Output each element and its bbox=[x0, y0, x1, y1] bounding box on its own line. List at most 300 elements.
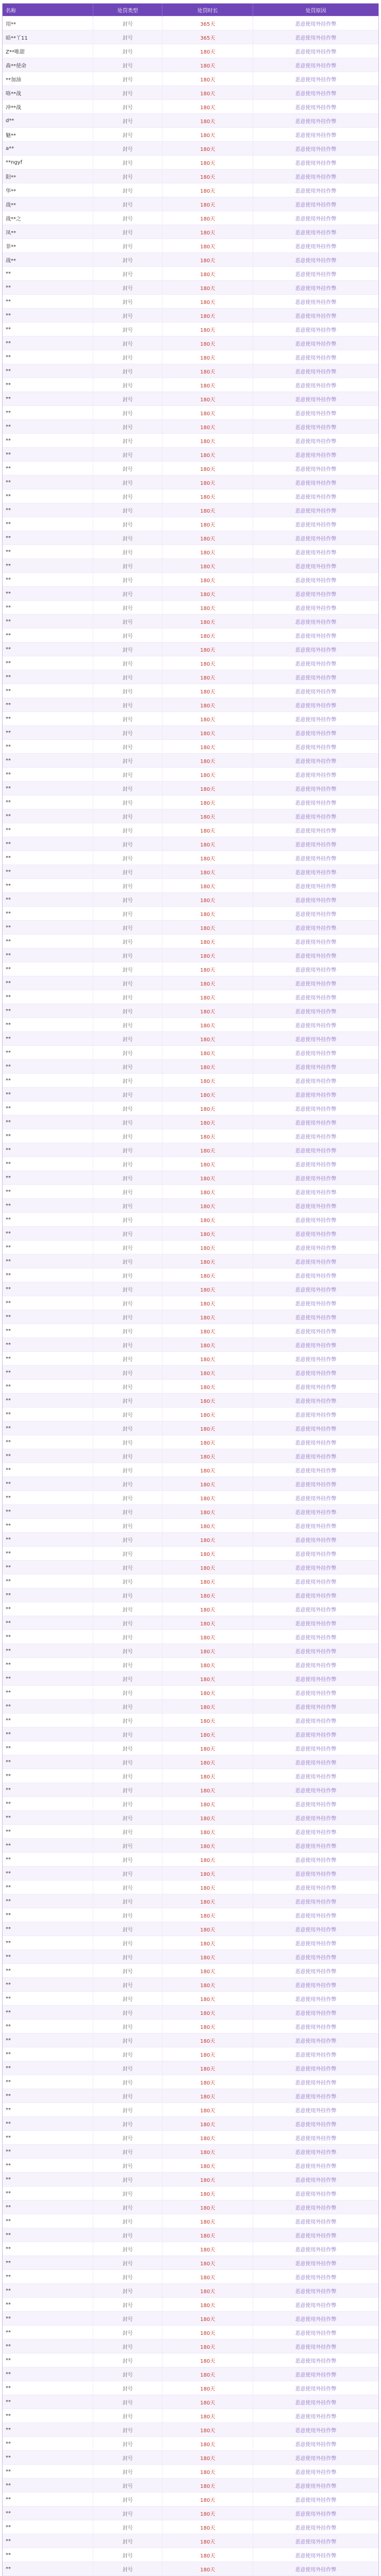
cell-penalty-duration: 180天 bbox=[162, 531, 253, 545]
table-row bbox=[3, 1839, 378, 1853]
table-row bbox=[3, 684, 378, 698]
cell-penalty-duration: 180天 bbox=[162, 1978, 253, 1992]
cell-penalty-duration: 180天 bbox=[162, 809, 253, 823]
cell-player-name: ** bbox=[3, 656, 93, 670]
cell-penalty-duration: 180天 bbox=[162, 1644, 253, 1658]
cell-player-name: ** bbox=[3, 1352, 93, 1366]
table-row bbox=[3, 2423, 378, 2437]
cell-penalty-type: 封号 bbox=[93, 1547, 162, 1561]
table-row bbox=[3, 545, 378, 559]
table-row bbox=[3, 1574, 378, 1588]
cell-penalty-reason: 恶意使用外挂作弊 bbox=[253, 1324, 378, 1338]
cell-penalty-type: 封号 bbox=[93, 1727, 162, 1741]
cell-penalty-duration: 180天 bbox=[162, 2187, 253, 2200]
cell-penalty-type: 封号 bbox=[93, 2534, 162, 2548]
cell-penalty-type: 封号 bbox=[93, 1032, 162, 1046]
cell-player-name: ** bbox=[3, 1533, 93, 1547]
cell-player-name: ** bbox=[3, 2437, 93, 2451]
cell-player-name: ** bbox=[3, 1616, 93, 1630]
table-row bbox=[3, 2465, 378, 2479]
cell-penalty-type: 封号 bbox=[93, 1839, 162, 1853]
cell-player-name: 森**使命 bbox=[3, 58, 93, 72]
cell-penalty-reason: 恶意使用外挂作弊 bbox=[253, 2520, 378, 2534]
cell-player-name: ** bbox=[3, 670, 93, 684]
table-row bbox=[3, 1324, 378, 1338]
cell-penalty-duration: 180天 bbox=[162, 2145, 253, 2159]
table-row bbox=[3, 2089, 378, 2103]
table-row bbox=[3, 1394, 378, 1408]
cell-penalty-type: 封号 bbox=[93, 837, 162, 851]
cell-penalty-duration: 180天 bbox=[162, 740, 253, 754]
cell-penalty-reason: 恶意使用外挂作弊 bbox=[253, 1088, 378, 1101]
cell-player-name: ** bbox=[3, 2131, 93, 2145]
cell-penalty-reason: 恶意使用外挂作弊 bbox=[253, 1574, 378, 1588]
cell-penalty-duration: 180天 bbox=[162, 907, 253, 921]
table-row bbox=[3, 1421, 378, 1435]
cell-penalty-type: 封号 bbox=[93, 1394, 162, 1408]
cell-penalty-reason: 恶意使用外挂作弊 bbox=[253, 462, 378, 476]
cell-player-name: ** bbox=[3, 2493, 93, 2506]
cell-penalty-reason: 恶意使用外挂作弊 bbox=[253, 1672, 378, 1686]
table-row bbox=[3, 476, 378, 489]
cell-penalty-duration: 180天 bbox=[162, 990, 253, 1004]
cell-penalty-reason: 恶意使用外挂作弊 bbox=[253, 1435, 378, 1449]
cell-penalty-duration: 180天 bbox=[162, 2340, 253, 2353]
table-row bbox=[3, 1519, 378, 1533]
cell-penalty-reason: 恶意使用外挂作弊 bbox=[253, 921, 378, 935]
table-row bbox=[3, 1227, 378, 1241]
cell-penalty-duration: 180天 bbox=[162, 1797, 253, 1811]
cell-penalty-reason: 恶意使用外挂作弊 bbox=[253, 1213, 378, 1227]
table-row bbox=[3, 935, 378, 948]
cell-penalty-type: 封号 bbox=[93, 1561, 162, 1574]
table-row bbox=[3, 16, 378, 30]
cell-penalty-duration: 180天 bbox=[162, 420, 253, 434]
table-row bbox=[3, 1143, 378, 1157]
cell-player-name: ** bbox=[3, 1408, 93, 1421]
table-row bbox=[3, 1894, 378, 1908]
cell-player-name: ** bbox=[3, 1018, 93, 1032]
table-row bbox=[3, 1992, 378, 2006]
cell-penalty-type: 封号 bbox=[93, 406, 162, 420]
cell-penalty-duration: 180天 bbox=[162, 378, 253, 392]
cell-penalty-duration: 180天 bbox=[162, 2020, 253, 2033]
ban-list-table-container bbox=[2, 3, 379, 2576]
cell-penalty-type: 封号 bbox=[93, 2340, 162, 2353]
table-row bbox=[3, 1171, 378, 1185]
table-row bbox=[3, 712, 378, 726]
table-row bbox=[3, 2061, 378, 2075]
cell-penalty-reason: 恶意使用外挂作弊 bbox=[253, 2340, 378, 2353]
table-row bbox=[3, 990, 378, 1004]
cell-penalty-reason: 恶意使用外挂作弊 bbox=[253, 1978, 378, 1992]
cell-penalty-duration: 180天 bbox=[162, 976, 253, 990]
cell-player-name: ** bbox=[3, 1686, 93, 1700]
cell-penalty-reason: 恶意使用外挂作弊 bbox=[253, 1950, 378, 1964]
cell-penalty-duration: 180天 bbox=[162, 183, 253, 197]
cell-penalty-reason: 恶意使用外挂作弊 bbox=[253, 72, 378, 86]
cell-penalty-reason: 恶意使用外挂作弊 bbox=[253, 1755, 378, 1769]
cell-penalty-duration: 180天 bbox=[162, 2312, 253, 2326]
cell-player-name: ** bbox=[3, 1978, 93, 1992]
cell-penalty-type: 封号 bbox=[93, 1992, 162, 2006]
cell-penalty-duration: 180天 bbox=[162, 1463, 253, 1477]
table-row bbox=[3, 239, 378, 253]
cell-penalty-reason: 恶意使用外挂作弊 bbox=[253, 782, 378, 795]
cell-player-name: ** bbox=[3, 1588, 93, 1602]
table-row bbox=[3, 962, 378, 976]
cell-player-name: ** bbox=[3, 2340, 93, 2353]
cell-penalty-type: 封号 bbox=[93, 1714, 162, 1727]
cell-player-name: ** bbox=[3, 1574, 93, 1588]
cell-penalty-reason: 恶意使用外挂作弊 bbox=[253, 406, 378, 420]
cell-player-name: ** bbox=[3, 684, 93, 698]
cell-penalty-duration: 180天 bbox=[162, 462, 253, 476]
cell-penalty-duration: 180天 bbox=[162, 712, 253, 726]
cell-player-name: ** bbox=[3, 1338, 93, 1352]
table-row bbox=[3, 1950, 378, 1964]
cell-penalty-reason: 恶意使用外挂作弊 bbox=[253, 2298, 378, 2312]
cell-penalty-duration: 180天 bbox=[162, 1950, 253, 1964]
cell-penalty-duration: 180天 bbox=[162, 1004, 253, 1018]
cell-player-name: ** bbox=[3, 323, 93, 336]
cell-player-name: 咯**战 bbox=[3, 86, 93, 100]
cell-penalty-duration: 180天 bbox=[162, 1700, 253, 1714]
cell-player-name: ** bbox=[3, 2061, 93, 2075]
table-row bbox=[3, 1908, 378, 1922]
cell-penalty-duration: 180天 bbox=[162, 2131, 253, 2145]
cell-penalty-reason: 恶意使用外挂作弊 bbox=[253, 2270, 378, 2284]
table-row bbox=[3, 629, 378, 642]
cell-player-name: ** bbox=[3, 1213, 93, 1227]
cell-penalty-duration: 180天 bbox=[162, 1296, 253, 1310]
table-row bbox=[3, 253, 378, 267]
table-row bbox=[3, 364, 378, 378]
cell-penalty-duration: 180天 bbox=[162, 962, 253, 976]
cell-penalty-type: 封号 bbox=[93, 1213, 162, 1227]
cell-penalty-duration: 180天 bbox=[162, 2173, 253, 2187]
cell-penalty-type: 封号 bbox=[93, 2381, 162, 2395]
cell-penalty-reason: 恶意使用外挂作弊 bbox=[253, 935, 378, 948]
cell-penalty-type: 封号 bbox=[93, 865, 162, 879]
cell-player-name: ** bbox=[3, 2395, 93, 2409]
cell-player-name: ** bbox=[3, 1964, 93, 1978]
table-row bbox=[3, 1004, 378, 1018]
cell-penalty-duration: 180天 bbox=[162, 2520, 253, 2534]
cell-penalty-reason: 恶意使用外挂作弊 bbox=[253, 2131, 378, 2145]
cell-penalty-duration: 180天 bbox=[162, 2367, 253, 2381]
cell-penalty-duration: 180天 bbox=[162, 1519, 253, 1533]
cell-penalty-reason: 恶意使用外挂作弊 bbox=[253, 1338, 378, 1352]
cell-penalty-duration: 180天 bbox=[162, 225, 253, 239]
cell-penalty-reason: 恶意使用外挂作弊 bbox=[253, 2534, 378, 2548]
cell-penalty-type: 封号 bbox=[93, 1797, 162, 1811]
cell-penalty-duration: 180天 bbox=[162, 823, 253, 837]
cell-penalty-duration: 180天 bbox=[162, 2061, 253, 2075]
cell-penalty-duration: 180天 bbox=[162, 698, 253, 712]
cell-penalty-reason: 恶意使用外挂作弊 bbox=[253, 684, 378, 698]
cell-player-name: ** bbox=[3, 1241, 93, 1255]
table-row bbox=[3, 726, 378, 740]
cell-penalty-type: 封号 bbox=[93, 1018, 162, 1032]
cell-penalty-type: 封号 bbox=[93, 2173, 162, 2187]
cell-player-name: ** bbox=[3, 2298, 93, 2312]
cell-penalty-type: 封号 bbox=[93, 72, 162, 86]
cell-player-name: ** bbox=[3, 1227, 93, 1241]
cell-penalty-duration: 180天 bbox=[162, 1908, 253, 1922]
table-row bbox=[3, 1811, 378, 1825]
cell-penalty-type: 封号 bbox=[93, 2270, 162, 2284]
cell-penalty-duration: 180天 bbox=[162, 1839, 253, 1853]
cell-player-name: ** bbox=[3, 2353, 93, 2367]
cell-penalty-reason: 恶意使用外挂作弊 bbox=[253, 1115, 378, 1129]
cell-penalty-reason: 恶意使用外挂作弊 bbox=[253, 2200, 378, 2214]
cell-penalty-duration: 180天 bbox=[162, 1352, 253, 1366]
table-row bbox=[3, 2228, 378, 2242]
cell-penalty-reason: 恶意使用外挂作弊 bbox=[253, 531, 378, 545]
table-row bbox=[3, 1880, 378, 1894]
cell-player-name: ** bbox=[3, 642, 93, 656]
cell-penalty-type: 封号 bbox=[93, 1296, 162, 1310]
cell-penalty-duration: 180天 bbox=[162, 573, 253, 587]
cell-penalty-type: 封号 bbox=[93, 1463, 162, 1477]
cell-penalty-type: 封号 bbox=[93, 2187, 162, 2200]
cell-penalty-type: 封号 bbox=[93, 1185, 162, 1199]
cell-penalty-reason: 恶意使用外挂作弊 bbox=[253, 336, 378, 350]
cell-player-name: ** bbox=[3, 2103, 93, 2117]
cell-penalty-duration: 180天 bbox=[162, 1268, 253, 1282]
table-row bbox=[3, 86, 378, 100]
cell-penalty-type: 封号 bbox=[93, 1602, 162, 1616]
cell-penalty-reason: 恶意使用外挂作弊 bbox=[253, 1408, 378, 1421]
table-row bbox=[3, 2367, 378, 2381]
cell-player-name: ** bbox=[3, 1255, 93, 1268]
cell-penalty-reason: 恶意使用外挂作弊 bbox=[253, 2214, 378, 2228]
cell-penalty-reason: 恶意使用外挂作弊 bbox=[253, 1602, 378, 1616]
cell-penalty-duration: 180天 bbox=[162, 2451, 253, 2465]
cell-penalty-reason: 恶意使用外挂作弊 bbox=[253, 183, 378, 197]
cell-player-name: ** bbox=[3, 1115, 93, 1129]
table-row bbox=[3, 100, 378, 114]
cell-player-name: ** bbox=[3, 698, 93, 712]
col-duration-header: 处罚时长 bbox=[162, 4, 253, 16]
cell-penalty-type: 封号 bbox=[93, 1644, 162, 1658]
cell-penalty-duration: 180天 bbox=[162, 2423, 253, 2437]
cell-penalty-reason: 恶意使用外挂作弊 bbox=[253, 1894, 378, 1908]
cell-penalty-reason: 恶意使用外挂作弊 bbox=[253, 2465, 378, 2479]
cell-player-name: ** bbox=[3, 948, 93, 962]
cell-penalty-duration: 180天 bbox=[162, 1992, 253, 2006]
table-row bbox=[3, 2117, 378, 2131]
table-row bbox=[3, 642, 378, 656]
table-row bbox=[3, 2326, 378, 2340]
cell-penalty-duration: 180天 bbox=[162, 1129, 253, 1143]
cell-penalty-type: 封号 bbox=[93, 1060, 162, 1074]
cell-penalty-type: 封号 bbox=[93, 809, 162, 823]
cell-penalty-type: 封号 bbox=[93, 1574, 162, 1588]
cell-player-name: **ngyf bbox=[3, 156, 93, 170]
cell-penalty-type: 封号 bbox=[93, 629, 162, 642]
cell-penalty-reason: 恶意使用外挂作弊 bbox=[253, 962, 378, 976]
cell-penalty-reason: 恶意使用外挂作弊 bbox=[253, 434, 378, 448]
cell-penalty-duration: 180天 bbox=[162, 851, 253, 865]
cell-penalty-reason: 恶意使用外挂作弊 bbox=[253, 1171, 378, 1185]
table-row bbox=[3, 2395, 378, 2409]
cell-player-name: ** bbox=[3, 990, 93, 1004]
cell-penalty-duration: 180天 bbox=[162, 1964, 253, 1978]
cell-player-name: ** bbox=[3, 2214, 93, 2228]
cell-penalty-type: 封号 bbox=[93, 2493, 162, 2506]
cell-player-name: ** bbox=[3, 1463, 93, 1477]
cell-player-name: ** bbox=[3, 489, 93, 503]
cell-penalty-reason: 恶意使用外挂作弊 bbox=[253, 1616, 378, 1630]
cell-penalty-type: 封号 bbox=[93, 656, 162, 670]
cell-player-name: 华** bbox=[3, 183, 93, 197]
cell-penalty-reason: 恶意使用外挂作弊 bbox=[253, 2173, 378, 2187]
cell-penalty-reason: 恶意使用外挂作弊 bbox=[253, 740, 378, 754]
cell-penalty-type: 封号 bbox=[93, 2103, 162, 2117]
table-row bbox=[3, 1561, 378, 1574]
cell-penalty-duration: 180天 bbox=[162, 1032, 253, 1046]
cell-penalty-type: 封号 bbox=[93, 2353, 162, 2367]
cell-penalty-reason: 恶意使用外挂作弊 bbox=[253, 420, 378, 434]
cell-player-name: ** bbox=[3, 517, 93, 531]
cell-penalty-type: 封号 bbox=[93, 517, 162, 531]
cell-penalty-type: 封号 bbox=[93, 2423, 162, 2437]
cell-player-name: ** bbox=[3, 893, 93, 907]
table-row bbox=[3, 2270, 378, 2284]
cell-penalty-duration: 180天 bbox=[162, 1783, 253, 1797]
table-row bbox=[3, 1352, 378, 1366]
cell-penalty-reason: 恶意使用外挂作弊 bbox=[253, 809, 378, 823]
cell-penalty-type: 封号 bbox=[93, 503, 162, 517]
cell-penalty-type: 封号 bbox=[93, 1908, 162, 1922]
cell-penalty-reason: 恶意使用外挂作弊 bbox=[253, 1101, 378, 1115]
cell-penalty-duration: 180天 bbox=[162, 1310, 253, 1324]
cell-penalty-duration: 180天 bbox=[162, 2075, 253, 2089]
cell-penalty-reason: 恶意使用外挂作弊 bbox=[253, 1769, 378, 1783]
cell-player-name: ** bbox=[3, 1157, 93, 1171]
cell-penalty-duration: 365天 bbox=[162, 16, 253, 30]
cell-penalty-duration: 180天 bbox=[162, 100, 253, 114]
cell-penalty-type: 封号 bbox=[93, 1880, 162, 1894]
cell-penalty-type: 封号 bbox=[93, 1936, 162, 1950]
cell-penalty-duration: 180天 bbox=[162, 2200, 253, 2214]
cell-player-name: ** bbox=[3, 364, 93, 378]
cell-penalty-reason: 恶意使用外挂作弊 bbox=[253, 448, 378, 462]
table-row bbox=[3, 489, 378, 503]
cell-player-name: 战** bbox=[3, 253, 93, 267]
cell-player-name: ** bbox=[3, 1074, 93, 1088]
cell-penalty-type: 封号 bbox=[93, 1115, 162, 1129]
table-row bbox=[3, 1714, 378, 1727]
table-row bbox=[3, 1310, 378, 1324]
cell-penalty-type: 封号 bbox=[93, 128, 162, 142]
cell-penalty-type: 封号 bbox=[93, 545, 162, 559]
cell-penalty-type: 封号 bbox=[93, 1199, 162, 1213]
cell-penalty-reason: 恶意使用外挂作弊 bbox=[253, 2242, 378, 2256]
cell-penalty-reason: 恶意使用外挂作弊 bbox=[253, 629, 378, 642]
cell-player-name: ** bbox=[3, 1727, 93, 1741]
cell-player-name: ** bbox=[3, 1449, 93, 1463]
cell-player-name: ** bbox=[3, 503, 93, 517]
cell-penalty-type: 封号 bbox=[93, 2089, 162, 2103]
cell-penalty-reason: 恶意使用外挂作弊 bbox=[253, 2228, 378, 2242]
cell-penalty-duration: 180天 bbox=[162, 2103, 253, 2117]
cell-penalty-reason: 恶意使用外挂作弊 bbox=[253, 1380, 378, 1394]
table-row bbox=[3, 1074, 378, 1088]
cell-penalty-duration: 180天 bbox=[162, 1630, 253, 1644]
table-row bbox=[3, 1477, 378, 1491]
cell-player-name: ** bbox=[3, 1310, 93, 1324]
cell-penalty-reason: 恶意使用外挂作弊 bbox=[253, 1060, 378, 1074]
cell-penalty-reason: 恶意使用外挂作弊 bbox=[253, 1477, 378, 1491]
cell-penalty-duration: 180天 bbox=[162, 434, 253, 448]
cell-player-name: ** bbox=[3, 1004, 93, 1018]
cell-penalty-duration: 180天 bbox=[162, 670, 253, 684]
cell-penalty-type: 封号 bbox=[93, 253, 162, 267]
cell-penalty-type: 封号 bbox=[93, 1324, 162, 1338]
cell-player-name: ** bbox=[3, 1839, 93, 1853]
table-row bbox=[3, 2200, 378, 2214]
table-row bbox=[3, 392, 378, 406]
cell-player-name: ** bbox=[3, 2173, 93, 2187]
cell-penalty-duration: 180天 bbox=[162, 476, 253, 489]
cell-penalty-reason: 恶意使用外挂作弊 bbox=[253, 309, 378, 323]
cell-penalty-duration: 180天 bbox=[162, 1101, 253, 1115]
cell-penalty-type: 封号 bbox=[93, 2409, 162, 2423]
cell-penalty-reason: 恶意使用外挂作弊 bbox=[253, 253, 378, 267]
table-row bbox=[3, 1157, 378, 1171]
cell-player-name: ** bbox=[3, 1185, 93, 1199]
col-reason-header: 处罚原因 bbox=[253, 4, 378, 16]
cell-penalty-reason: 恶意使用外挂作弊 bbox=[253, 86, 378, 100]
cell-player-name: ** bbox=[3, 476, 93, 489]
cell-penalty-type: 封号 bbox=[93, 1366, 162, 1380]
cell-penalty-reason: 恶意使用外挂作弊 bbox=[253, 1255, 378, 1268]
cell-penalty-type: 封号 bbox=[93, 726, 162, 740]
cell-player-name: Z**唯甜 bbox=[3, 44, 93, 58]
cell-penalty-duration: 180天 bbox=[162, 2326, 253, 2340]
table-row bbox=[3, 1783, 378, 1797]
cell-penalty-type: 封号 bbox=[93, 2117, 162, 2131]
cell-penalty-duration: 180天 bbox=[162, 615, 253, 629]
cell-penalty-reason: 恶意使用外挂作弊 bbox=[253, 1922, 378, 1936]
cell-penalty-reason: 恶意使用外挂作弊 bbox=[253, 1867, 378, 1880]
cell-player-name: ** bbox=[3, 1394, 93, 1408]
table-row bbox=[3, 823, 378, 837]
cell-penalty-reason: 恶意使用外挂作弊 bbox=[253, 2353, 378, 2367]
cell-penalty-duration: 180天 bbox=[162, 350, 253, 364]
cell-player-name: ** bbox=[3, 1129, 93, 1143]
cell-penalty-type: 封号 bbox=[93, 1505, 162, 1519]
cell-penalty-reason: 恶意使用外挂作弊 bbox=[253, 378, 378, 392]
cell-player-name: ** bbox=[3, 2312, 93, 2326]
cell-penalty-type: 封号 bbox=[93, 1143, 162, 1157]
table-row bbox=[3, 1032, 378, 1046]
table-row bbox=[3, 1700, 378, 1714]
cell-penalty-reason: 恶意使用外挂作弊 bbox=[253, 2562, 378, 2576]
cell-penalty-type: 封号 bbox=[93, 782, 162, 795]
cell-penalty-reason: 恶意使用外挂作弊 bbox=[253, 726, 378, 740]
cell-penalty-reason: 恶意使用外挂作弊 bbox=[253, 601, 378, 615]
cell-penalty-type: 封号 bbox=[93, 1310, 162, 1324]
cell-penalty-type: 封号 bbox=[93, 267, 162, 281]
table-row bbox=[3, 1088, 378, 1101]
cell-penalty-reason: 恶意使用外挂作弊 bbox=[253, 1825, 378, 1839]
table-row bbox=[3, 1867, 378, 1880]
cell-penalty-duration: 180天 bbox=[162, 392, 253, 406]
